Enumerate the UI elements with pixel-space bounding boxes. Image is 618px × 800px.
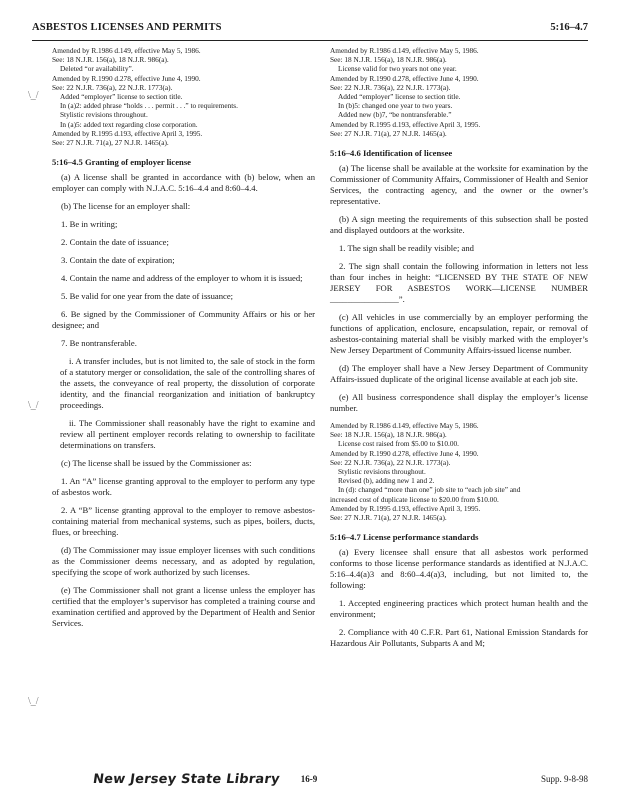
paragraph-e: (e) All business correspondence shall display the employer’s license number. <box>330 392 588 414</box>
list-item: 1. The sign shall be readily visible; and <box>339 243 474 254</box>
history-line: Amended by R.1990 d.278, effective June 4, 1990. <box>330 448 479 458</box>
list-item: 2. The sign shall contain the following information in letters not less than four inches in height: “LICENSED BY THE STATE OF NEW JERSEY FOR ASBESTOS WORK—LICENSE NUMBER ________________”. <box>330 261 588 305</box>
sub-item: i. A transfer includes, but is not limited to, the sale of stock in the form of a statutory merger or consolidation, the sale of the controlling shares of the assets, the conveyance of real property, the dissolution of corporate identity, and the financial reorganization and initiation of bankruptcy proceedings. <box>60 356 315 411</box>
list-item: 5. Be valid for one year from the date of issuance; <box>61 291 234 302</box>
paragraph-b: (b) The license for an employer shall: <box>61 201 191 212</box>
history-line: Amended by R.1990 d.278, effective June 4, 1990. <box>330 73 479 83</box>
history-line: Added “employer” license to section title. <box>60 92 183 102</box>
section-heading: 5:16–4.7 License performance standards <box>330 532 479 543</box>
history-line: Stylistic revisions throughout. <box>338 467 426 477</box>
history-note <box>330 421 588 522</box>
history-line: See: 18 N.J.R. 156(a), 18 N.J.R. 986(a). <box>330 55 447 65</box>
history-line: See: 18 N.J.R. 156(a), 18 N.J.R. 986(a). <box>52 55 169 65</box>
header-section: 5:16–4.7 <box>550 22 588 33</box>
history-line: Amended by R.1986 d.149, effective May 5, 1986. <box>330 46 479 55</box>
list-item: 2. Compliance with 40 C.F.R. Part 61, National Emission Standards for Hazardous Air Pollutants, Subparts A and M; <box>330 627 588 649</box>
paragraph-a: (a) The license shall be available at the worksite for examination by the Commissioner of Community Affairs, Commissioner of Health and Senior Services, the contracting agency, and the owner or the owner’s representative. <box>330 163 588 207</box>
history-line: See: 27 N.J.R. 71(a), 27 N.J.R. 1465(a). <box>330 513 447 523</box>
sub-item: ii. The Commissioner shall reasonably have the right to examine and review all pertinent employer records relating to ownership to facilitate determinations on transfers. <box>60 418 315 451</box>
page-number: 16-9 <box>300 774 318 784</box>
history-line: In (a)5: added text regarding close corporation. <box>60 119 198 129</box>
history-note <box>52 46 315 147</box>
history-line: Amended by R.1995 d.193, effective April 3, 1995. <box>330 503 481 513</box>
paragraph-a: (a) Every licensee shall ensure that all asbestos work performed conforms to those license performance standards as identified at N.J.A.C. 5:16–4.4(a)3 and 8:60–4.4(a)3, including, but not limited to, the following: <box>330 547 588 591</box>
history-line: License cost raised from $5.00 to $10.00. <box>338 439 459 449</box>
history-line: Amended by R.1986 d.149, effective May 5, 1986. <box>330 421 479 431</box>
section-heading: 5:16–4.5 Granting of employer license <box>52 157 191 168</box>
list-item: 1. An “A” license granting approval to the employer to perform any type of asbestos work. <box>52 476 315 498</box>
history-line: See: 22 N.J.R. 736(a), 22 N.J.R. 1773(a). <box>330 457 451 467</box>
header-title: ASBESTOS LICENSES AND PERMITS <box>32 22 222 33</box>
history-line: Deleted “or availability”. <box>60 64 134 74</box>
history-line: Amended by R.1986 d.149, effective May 5, 1986. <box>52 46 201 55</box>
list-item: 2. Contain the date of issuance; <box>61 237 169 248</box>
list-item: 4. Contain the name and address of the employer to whom it is issued; <box>61 273 303 284</box>
history-line: In (d): changed “more than one” job site to “each job site” and <box>338 485 521 495</box>
margin-mark: \_/ <box>28 90 39 101</box>
history-line: Added “employer” license to section title. <box>338 92 461 102</box>
list-item: 1. Accepted engineering practices which protect human health and the environment; <box>330 598 588 620</box>
list-item: 6. Be signed by the Commissioner of Community Affairs or his or her designee; and <box>52 309 315 331</box>
paragraph-e: (e) The Commissioner shall not grant a license unless the employer has certified that the employer’s supervisor has completed a training course and examination certified and approved by the Department of Health and Senior Services. <box>52 585 315 629</box>
history-line: Revised (b), adding new 1 and 2. <box>338 476 435 486</box>
history-line: Amended by R.1995 d.193, effective April 3, 1995. <box>330 119 481 129</box>
history-line: Stylistic revisions throughout. <box>60 110 148 120</box>
list-item: 2. A “B” license granting approval to the employer to remove asbestos-containing material from mechanical systems, such as pipes, boilers, ducts, flues, or breeching. <box>52 505 315 538</box>
history-line: Amended by R.1995 d.193, effective April 3, 1995. <box>52 128 203 138</box>
history-line: See: 22 N.J.R. 736(a), 22 N.J.R. 1773(a). <box>330 82 451 92</box>
left-column <box>52 46 315 636</box>
margin-mark: \_/ <box>28 696 39 707</box>
margin-mark: \_/ <box>28 400 39 411</box>
history-line: In (b)5: changed one year to two years. <box>338 101 453 111</box>
right-column <box>330 46 588 656</box>
list-item: 3. Contain the date of expiration; <box>61 255 175 266</box>
running-header <box>32 18 588 41</box>
supplement-date: Supp. 9-8-98 <box>541 774 588 784</box>
paragraph-c: (c) All vehicles in use commercially by an employer performing the functions of application, enclosure, encapsulation, repair, or removal of asbestos-containing material shall be visibly marked with the employer’s New Jersey Department of Community Affairs-issued license number. <box>330 312 588 356</box>
history-line: In (a)2: added phrase “holds . . . permit . . .” to requirements. <box>60 101 238 111</box>
paragraph-b: (b) A sign meeting the requirements of this subsection shall be posted and displayed outdoors at the worksite. <box>330 214 588 236</box>
section-heading: 5:16–4.6 Identification of licensee <box>330 148 453 159</box>
list-item: 7. Be nontransferable. <box>61 338 137 349</box>
history-line: See: 18 N.J.R. 156(a), 18 N.J.R. 986(a). <box>330 430 447 440</box>
history-line: License valid for two years not one year. <box>338 64 457 74</box>
history-line: See: 27 N.J.R. 71(a), 27 N.J.R. 1465(a). <box>330 128 447 138</box>
paragraph-a: (a) A license shall be granted in accordance with (b) below, when an employer can comply with N.J.A.C. 5:16–4.4 and 8:60–4.4. <box>52 172 315 194</box>
history-line: increased cost of duplicate license to $20.00 from $10.00. <box>330 494 499 504</box>
list-item: 1. Be in writing; <box>61 219 118 230</box>
paragraph-d: (d) The employer shall have a New Jersey Department of Community Affairs-issued duplicate of the original license available at each job site. <box>330 363 588 385</box>
paragraph-c: (c) The license shall be issued by the Commissioner as: <box>61 458 252 469</box>
history-note <box>330 46 588 138</box>
paragraph-d: (d) The Commissioner may issue employer licenses with such conditions as the Commissioner deems necessary, and as adopted by regulation, specifying the scope of work authorized by such licenses. <box>52 545 315 578</box>
history-line: See: 22 N.J.R. 736(a), 22 N.J.R. 1773(a). <box>52 82 173 92</box>
page-footer <box>0 772 618 792</box>
library-stamp: New Jersey State Library <box>91 772 281 787</box>
history-line: See: 27 N.J.R. 71(a), 27 N.J.R. 1465(a). <box>52 138 169 148</box>
history-line: Added new (b)7, “be nontransferable.” <box>338 110 452 120</box>
history-line: Amended by R.1990 d.278, effective June 4, 1990. <box>52 73 201 83</box>
